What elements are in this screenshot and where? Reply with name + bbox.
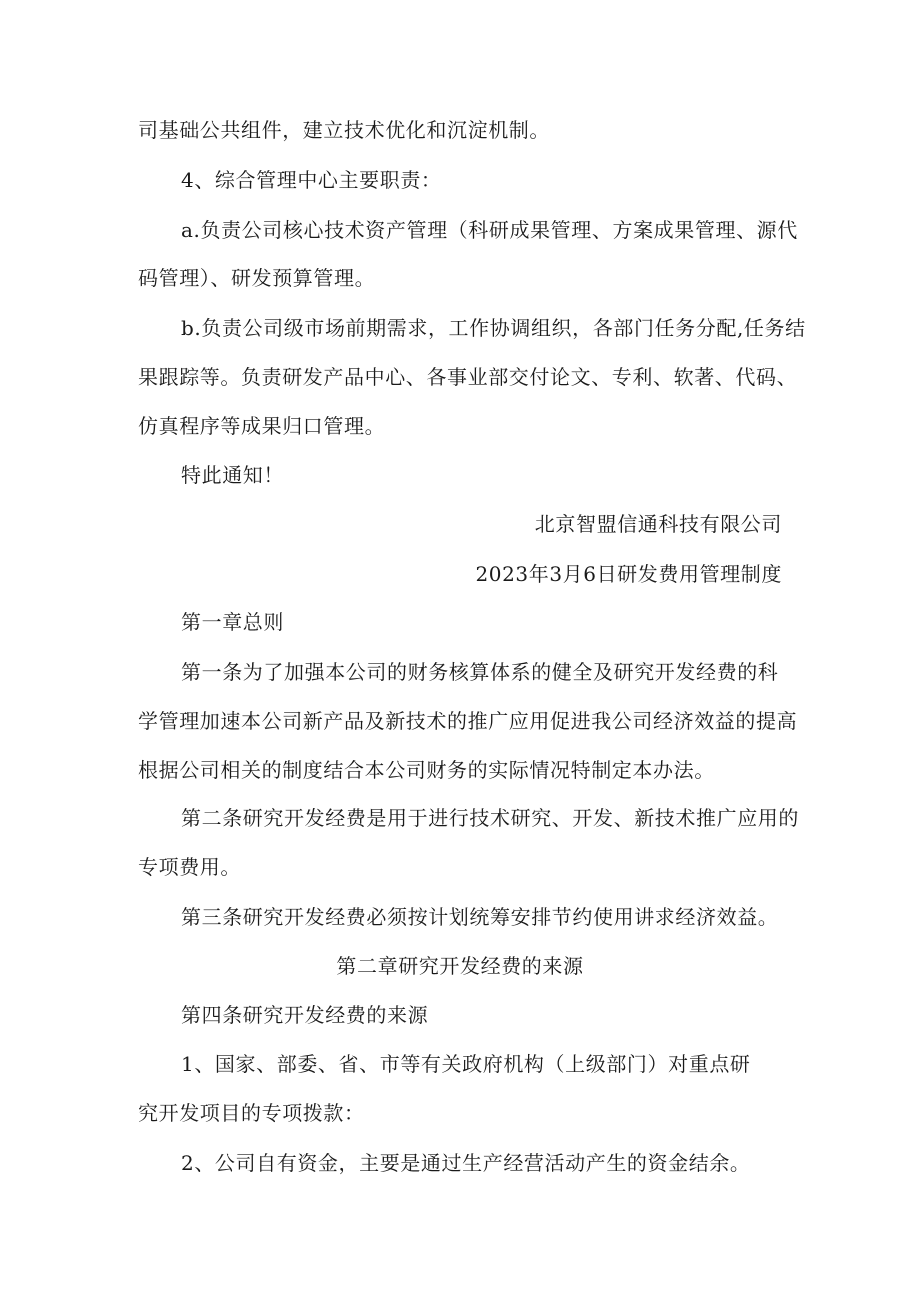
notice-closing: 特此通知！ (181, 463, 284, 487)
article-1-line-2: 学管理加速本公司新产品及新技术的推广应用促进我公司经济效益的提高 (138, 709, 798, 733)
paragraph-item-a-line-2: 码管理）、研发预算管理。 (138, 266, 376, 290)
section-heading-item-4: 4、综合管理中心主要职责： (181, 168, 442, 192)
article-4-item-1-line-1: 1、国家、部委、省、市等有关政府机构（上级部门）对重点研 (181, 1052, 751, 1076)
article-4-heading: 第四条研究开发经费的来源 (181, 1003, 429, 1027)
paragraph-item-a-line-1: a.负责公司核心技术资产管理（科研成果管理、方案成果管理、源代 (181, 218, 798, 242)
paragraph-continuation: 司基础公共组件，建立技术优化和沉淀机制。 (138, 118, 550, 142)
chapter-heading-1: 第一章总则 (181, 610, 284, 634)
article-2-line-1: 第二条研究开发经费是用于进行技术研究、开发、新技术推广应用的 (181, 806, 799, 830)
chapter-heading-2: 第二章研究开发经费的来源 (336, 954, 584, 978)
article-4-item-2: 2、公司自有资金，主要是通过生产经营活动产生的资金结余。 (181, 1151, 751, 1175)
article-1-line-1: 第一条为了加强本公司的财务核算体系的健全及研究开发经费的科 (181, 660, 779, 684)
article-3: 第三条研究开发经费必须按计划统筹安排节约使用讲求经济效益。 (181, 905, 779, 929)
paragraph-item-b-line-2: 果跟踪等。负责研发产品中心、各事业部交付论文、专利、软著、代码、 (138, 365, 798, 389)
company-signature: 北京智盟信通科技有限公司 (534, 512, 782, 536)
article-4-item-1-line-2: 究开发项目的专项拨款： (138, 1101, 365, 1125)
article-2-line-2: 专项费用。 (138, 855, 241, 879)
article-1-line-3: 根据公司相关的制度结合本公司财务的实际情况特制定本办法。 (138, 758, 715, 782)
paragraph-item-b-line-3: 仿真程序等成果归口管理。 (138, 414, 386, 438)
date-and-document-title: 2023年3月6日研发费用管理制度 (475, 562, 782, 586)
paragraph-item-b-line-1: b.负责公司级市场前期需求，工作协调组织，各部门任务分配,任务结 (181, 316, 806, 340)
